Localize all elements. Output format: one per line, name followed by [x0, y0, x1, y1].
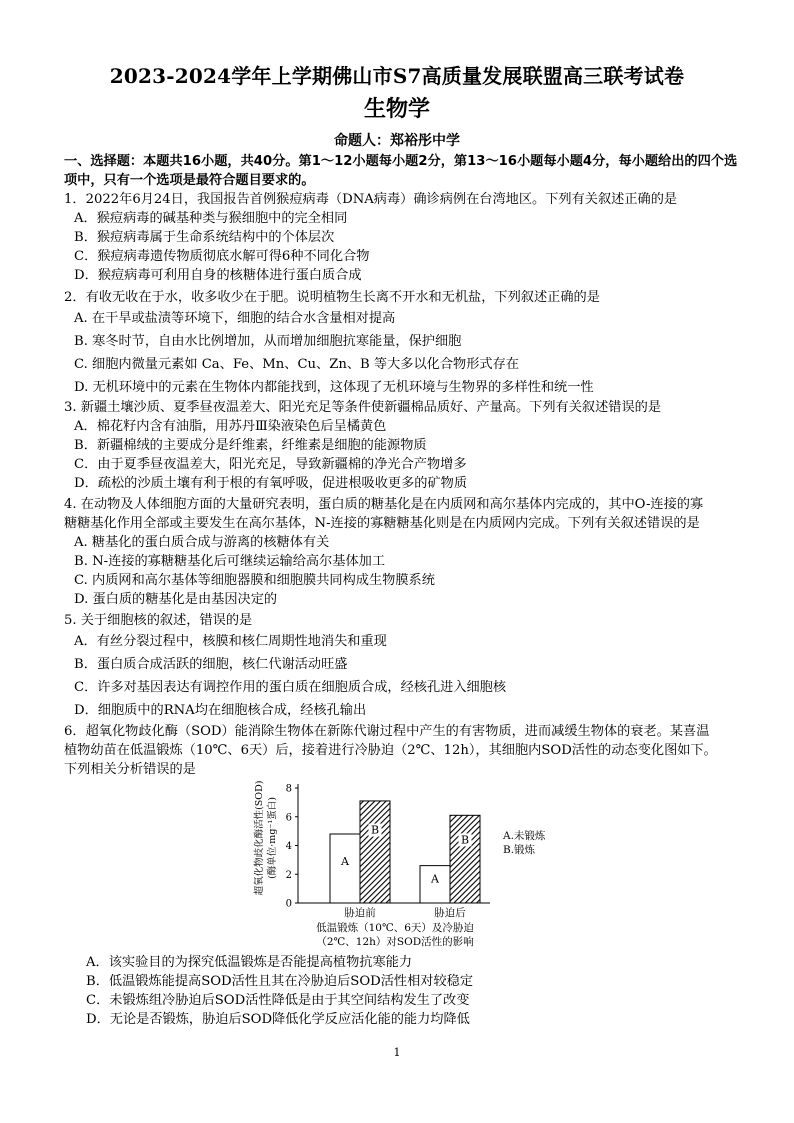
chart-caption-line1: 低温锻炼（10℃、6天）及冷胁迫 — [316, 922, 474, 934]
q4-option-b: B. N-连接的寡糖糖基化后可继续运输给高尔基体加工 — [74, 554, 386, 569]
q2-option-c: C. 细胞内微量元素如 Ca、Fe、Mn、Cu、Zn、B 等大多以化合物形式存在 — [74, 357, 519, 372]
y-tick-label: 8 — [285, 783, 292, 795]
chart-legend — [502, 829, 546, 856]
q5-option-a: A．有丝分裂过程中，核膜和核仁周期性地消失和重现 — [74, 634, 387, 649]
q5-stem: 5. 关于细胞核的叙述，错误的是 — [64, 613, 253, 628]
q2-stem: 2．有收无收在于水，收多收少在于肥。说明植物生长离不开水和无机盐，下列叙述正确的是 — [64, 290, 600, 305]
y-tick-label: 0 — [285, 898, 292, 910]
x-tick-label: 胁迫后 — [434, 907, 466, 919]
subject-title: 生物学 — [363, 96, 430, 122]
q1-stem: 1．2022年6月24日，我国报告首例猴痘病毒（DNA病毒）确诊病例在台湾地区。下列有关叙述正确的是 — [64, 192, 678, 207]
bar-letter-label: A — [431, 872, 439, 886]
exam-title: 2023-2024学年上学期佛山市S7高质量发展联盟高三联考试卷 — [109, 64, 685, 88]
bar-b-2 — [450, 815, 480, 903]
q1-option-b: B．猴痘病毒属于生命系统结构中的个体层次 — [74, 230, 335, 245]
q3-stem: 3. 新疆土壤沙质、夏季昼夜温差大、阳光充足等条件使新疆棉品质好、产量高。下列有关叙述错误的是 — [64, 400, 662, 415]
q6-option-a: A．该实验目的为探究低温锻炼是否能提高植物抗寒能力 — [86, 955, 413, 970]
sod-activity-chart — [250, 778, 570, 953]
q1-option-d: D．猴痘病毒可利用自身的核糖体进行蛋白质合成 — [74, 268, 362, 283]
y-tick-label: 2 — [285, 869, 292, 881]
y-axis-label-line2: (酶单位·mg⁻¹蛋白) — [267, 797, 278, 879]
q3-option-b: B．新疆棉绒的主要成分是纤维素，纤维素是细胞的能源物质 — [74, 438, 427, 453]
q6-option-b: B．低温锻炼能提高SOD活性且其在冷胁迫后SOD活性相对较稳定 — [86, 974, 474, 989]
q6-option-d: D．无论是否锻炼，胁迫后SOD降低化学反应活化能的能力均降低 — [86, 1012, 470, 1027]
bar-letter-label: B — [370, 823, 380, 837]
q4-option-c: C. 内质网和高尔基体等细胞器膜和细胞膜共同构成生物膜系统 — [74, 573, 435, 588]
q6-stem-line2: 植物幼苗在低温锻炼（10℃、6天）后，接着进行冷胁迫（2℃、12h），其细胞内SOD活性的动态变化图如下。 — [64, 743, 717, 758]
bar-a-1 — [330, 834, 360, 903]
q4-option-a: A. 糖基化的蛋白质合成与游离的核糖体有关 — [74, 535, 330, 550]
y-tick-label: 4 — [285, 841, 292, 852]
legend-item-b: B.锻炼 — [503, 844, 536, 856]
q2-option-b: B. 寒冬时节，自由水比例增加，从而增加细胞抗寒能量，保护细胞 — [74, 334, 462, 349]
q5-option-b: B．蛋白质合成活跃的细胞，核仁代谢活动旺盛 — [74, 657, 348, 672]
q1-option-c: C．猴痘病毒遗传物质彻底水解可得6种不同化合物 — [74, 249, 370, 264]
bar-letter-label: A — [341, 855, 349, 869]
chart-bars — [330, 801, 480, 903]
x-tick-label: 胁迫前 — [344, 907, 376, 919]
page-number: 1 — [393, 1046, 401, 1059]
q4-stem-line1: 4. 在动物及人体细胞方面的大量研究表明，蛋白质的糖基化是在内质网和高尔基体内完成的，其中O-连接的寡 — [64, 497, 704, 512]
q6-stem-line3: 下列相关分析错误的是 — [64, 762, 196, 777]
q1-option-a: A．猴痘病毒的碱基种类与猴细胞中的完全相同 — [74, 211, 348, 226]
y-axis-label-line1: 超氧化物歧化酶活性(SOD) — [254, 780, 265, 896]
y-tick-label: 6 — [285, 812, 292, 824]
q5-option-d: D．细胞质中的RNA均在细胞核合成，经核孔输出 — [74, 703, 367, 718]
q6-option-c: C．未锻炼组冷胁迫后SOD活性降低是由于其空间结构发生了改变 — [86, 993, 470, 1008]
legend-item-a: A.未锻炼 — [503, 830, 546, 842]
chart-caption-line2: （2℃、12h）对SOD活性的影响 — [316, 936, 474, 948]
bar-b-1 — [360, 801, 390, 903]
q4-option-d: D. 蛋白质的糖基化是由基因决定的 — [74, 592, 278, 607]
q2-option-d: D. 无机环境中的元素在生物体内都能找到，这体现了无机环境与生物界的多样性和统一性 — [74, 380, 594, 395]
section-heading: 一、选择题：本题共16小题，共40分。第1～12小题每小题2分，第13～16小题每小题4分，每小题给出的四个选项中，只有一个选项是最符合题目要求的。 — [64, 154, 738, 188]
q3-option-a: A．棉花籽内含有油脂，用苏丹Ⅲ染液染色后呈橘黄色 — [74, 419, 387, 434]
author-line: 命题人：郑裕彤中学 — [334, 133, 460, 149]
q5-option-c: C．许多对基因表达有调控作用的蛋白质在细胞质合成，经核孔进入细胞核 — [74, 680, 507, 695]
y-axis-label — [253, 781, 278, 896]
q2-option-a: A. 在干旱或盐渍等环境下，细胞的结合水含量相对提高 — [74, 311, 396, 326]
q4-stem-line2: 糖糖基化作用全部或主要发生在高尔基体，N-连接的寡糖糖基化则是在内质网内完成。下列有关叙述错误的是 — [64, 516, 700, 531]
q3-option-d: D．疏松的沙质土壤有利于根的有氧呼吸，促进根吸收更多的矿物质 — [74, 476, 468, 491]
q6-stem-line1: 6．超氧化物歧化酶（SOD）能消除生物体在新陈代谢过程中产生的有害物质，进而减缓生物体的衰老。某喜温 — [64, 724, 710, 739]
bar-letter-label: B — [460, 833, 470, 847]
q3-option-c: C．由于夏季昼夜温差大，阳光充足，导致新疆棉的净光合产物增多 — [74, 457, 467, 472]
